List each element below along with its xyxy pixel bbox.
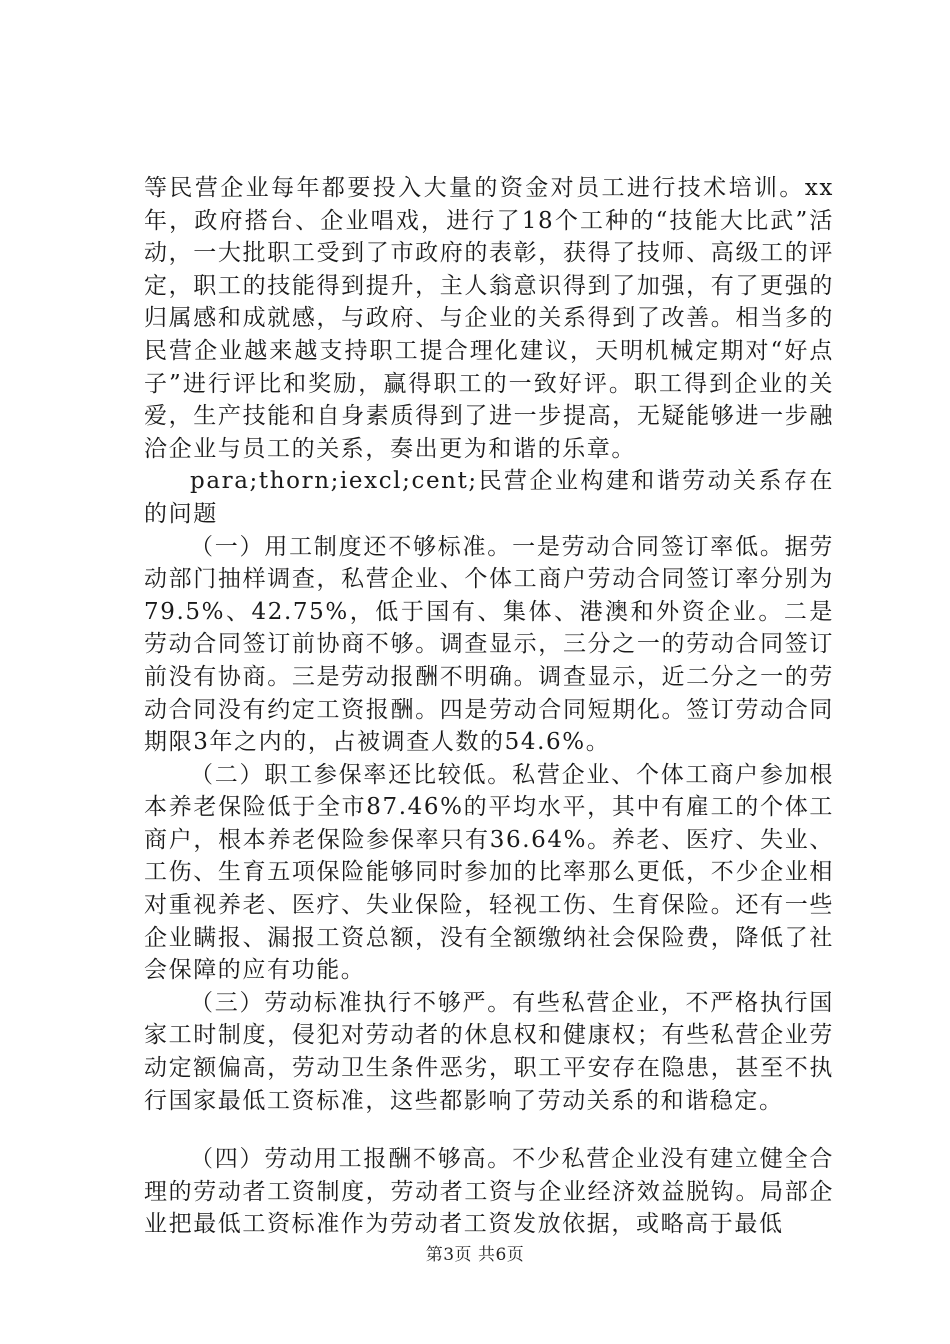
paragraph-continued-training: 等民营企业每年都要投入大量的资金对员工进行技术培训。xx年，政府搭台、企业唱戏，进行了18个工种的“技能大比武”活动，一大批职工受到了市政府的表彰，获得了技师、高级工的评定，职工的技能得到提升，主人翁意识得到了加强，有了更强的归属感和成就感，与政府、与企业的关系得到了改善。相当多的民营企业越来越支持职工提合理化建议，天明机械定期对“好点子”进行评比和奖励，赢得职工的一致好评。职工得到企业的关爱，生产技能和自身素质得到了进一步提高，无疑能够进一步融洽企业与员工的关系，奏出更为和谐的乐章。 <box>144 175 834 462</box>
document-body <box>144 172 834 1241</box>
page-number-footer: 第3页 共6页 <box>425 1245 525 1265</box>
paragraph-spacer <box>144 1117 834 1143</box>
paragraph-labor-pay: （四）劳动用工报酬不够高。不少私营企业没有建立健全合理的劳动者工资制度，劳动者工资与企业经济效益脱钩。局部企业把最低工资标准作为劳动者工资发放依据，或略高于最低 <box>144 1146 834 1238</box>
paragraph-employment-system: （一）用工制度还不够标准。一是劳动合同签订率低。据劳动部门抽样调查，私营企业、个体工商户劳动合同签订率分别为79.5%、42.75%，低于国有、集体、港澳和外资企业。二是劳动合同签订前协商不够。调查显示，三分之一的劳动合同签订前没有协商。三是劳动报酬不明确。调查显示，近二分之一的劳动合同没有约定工资报酬。四是劳动合同短期化。签订劳动合同期限3年之内的，占被调查人数的54.6%。 <box>144 533 834 756</box>
section-heading-problems: para;thorn;iexcl;cent;民营企业构建和谐劳动关系存在的问题 <box>144 468 834 527</box>
paragraph-labor-standards: （三）劳动标准执行不够严。有些私营企业，不严格执行国家工时制度，侵犯对劳动者的休息权和健康权；有些私营企业劳动定额偏高，劳动卫生条件恶劣，职工平安存在隐患，甚至不执行国家最低工资标准，这些都影响了劳动关系的和谐稳定。 <box>144 989 834 1114</box>
paragraph-insurance-rate: （二）职工参保率还比较低。私营企业、个体工商户参加根本养老保险低于全市87.46%的平均水平，其中有雇工的个体工商户，根本养老保险参保率只有36.64%。养老、医疗、失业、工伤、生育五项保险能够同时参加的比率那么更低，不少企业相对重视养老、医疗、失业保险，轻视工伤、生育保险。还有一些企业瞒报、漏报工资总额，没有全额缴纳社会保险费，降低了社会保障的应有功能。 <box>144 761 834 984</box>
